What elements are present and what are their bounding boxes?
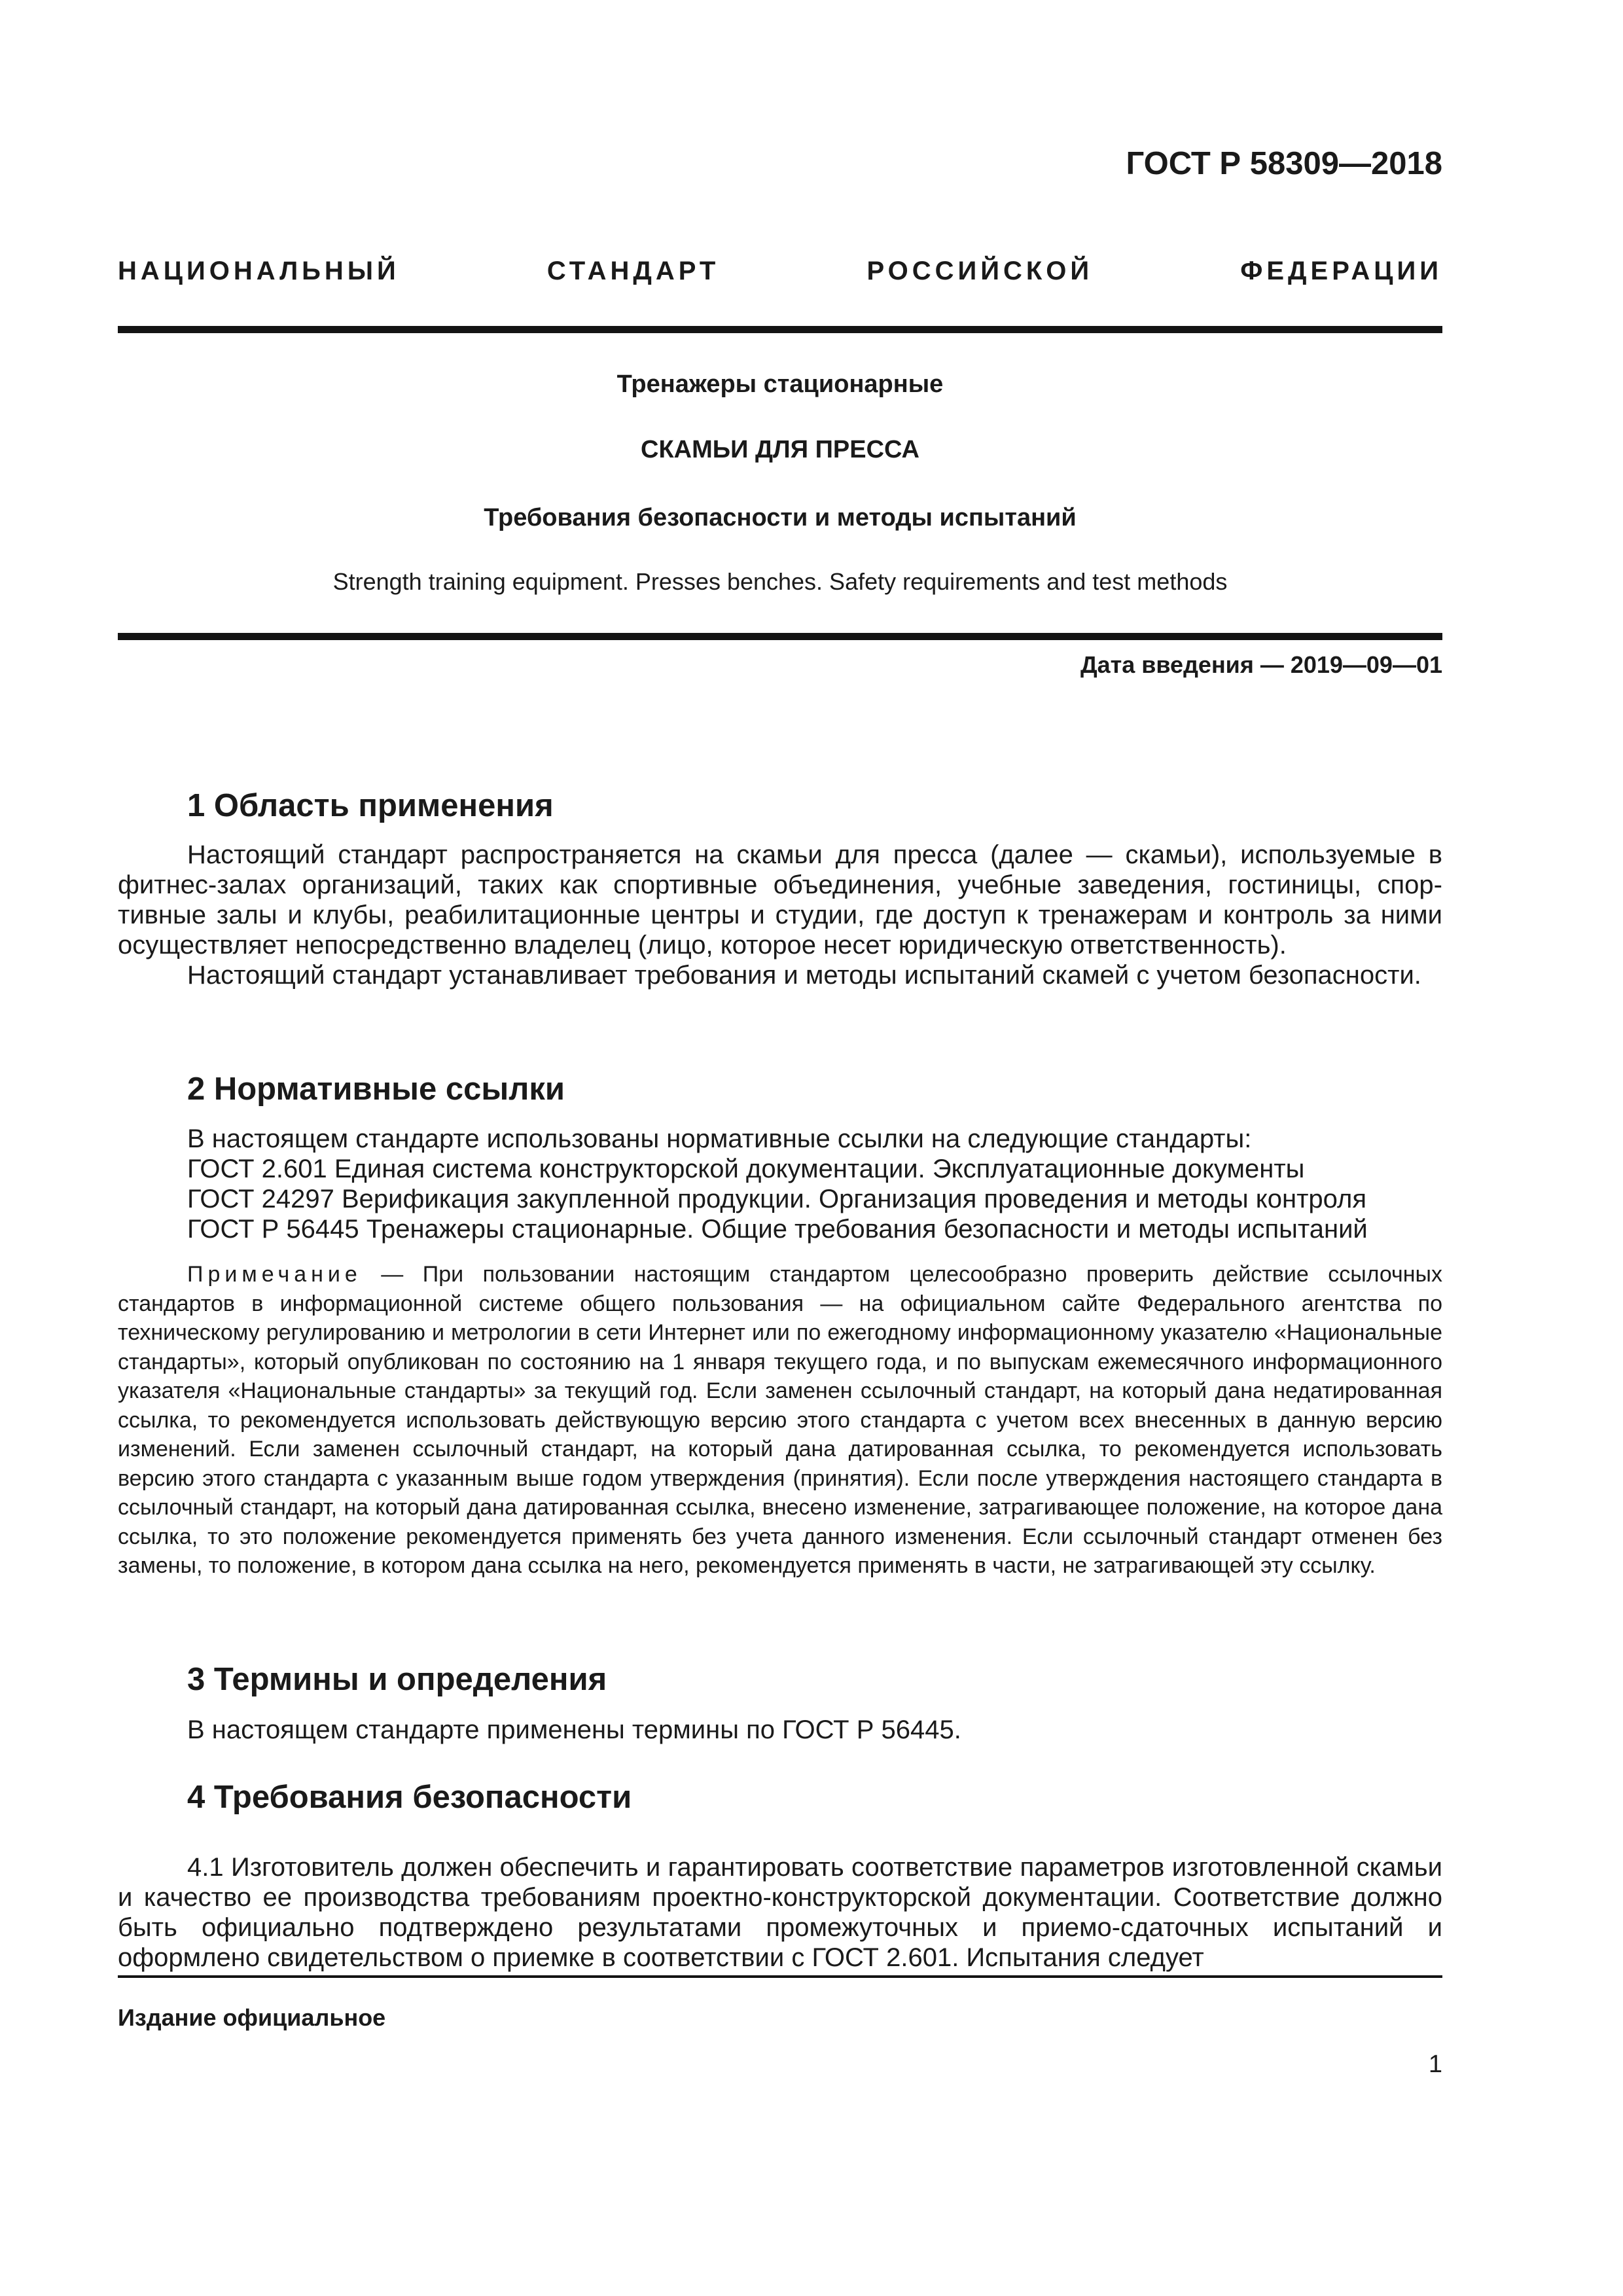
page-number: 1 — [1428, 2051, 1442, 2078]
header-rule — [118, 326, 1442, 333]
section-2-note — [118, 1260, 1442, 1581]
footer-rule — [118, 1975, 1442, 1978]
section-1-paragraph-1: Настоящий стандарт распространяется на скамьи для пресса (далее — скамьи), используемые в фитнес-залах организаций, таких как спортивные объединения, учебные заведения, гостиницы, спортивные залы и клубы, реабилитационные центры и студии, где доступ к тренажерам и контроль за ними осуществляет непосредственно владелец (лицо, которое несет юридическую ответственность). — [118, 840, 1442, 960]
reference-item: ГОСТ Р 56445 Тренажеры стационарные. Общие требования безопасности и методы испытаний — [187, 1215, 1368, 1244]
note-text: — При пользовании настоящим стандартом целесообразно проверить действие ссылочных стандартов в информационной системе общего пользования — на официальном сайте Федерального агентства по техническому регулированию и метрологии в сети Интернет или по ежегодному информационному указателю «Национальные стандарты», который опубликован по состоянию на 1 января текущего года, и по выпускам ежемесячного информационного указателя «Национальные стандарты» за текущий год. Если заменен ссылочный стандарт, на который дана недатированная ссылка, то рекомендуется использовать действующую версию этого стандарта с учетом всех внесенных в данную версию изменений. Если заменен ссылочный стандарт, на который дана датированная ссылка, то рекомендуется использовать версию этого стандарта с указанным выше годом утверждения (принятия). Если после утверждения настоящего стандарта в ссылочный стандарт, на который дана датированная ссылка, внесено изменение, затрагивающее положение, на которое дана ссылка, то это положение рекомендуется применять без учета данного изменения. Если ссылочный стандарт отменен без замены, то положение, в котором дана ссылка на него, рекомендуется применять в части, не затрагивающей эту ссылку. — [118, 1262, 1442, 1578]
section-1-heading: 1 Область применения — [187, 788, 554, 823]
introduction-date: Дата введения — 2019—09—01 — [1080, 651, 1442, 678]
note-label: Примечание — [187, 1262, 362, 1287]
title-line-2: СКАМЬИ ДЛЯ ПРЕССА — [641, 436, 919, 463]
document-code: ГОСТ Р 58309—2018 — [1126, 146, 1442, 181]
title-line-3: Требования безопасности и методы испытаний — [484, 504, 1077, 531]
section-3-paragraph-1: В настоящем стандарте применены термины по ГОСТ Р 56445. — [187, 1715, 961, 1744]
title-rule — [118, 633, 1442, 640]
reference-item: ГОСТ 2.601 Единая система конструкторской документации. Эксплуатационные документы — [187, 1155, 1305, 1183]
official-edition-label: Издание официальное — [118, 2004, 386, 2031]
title-english: Strength training equipment. Presses benches. Safety requirements and test methods — [332, 568, 1228, 595]
section-1-paragraph-2: Настоящий стандарт устанавливает требования и методы испытаний скамей с учетом безопасности. — [187, 961, 1421, 990]
reference-item: ГОСТ 24297 Верификация закупленной продукции. Организация проведения и методы контроля — [187, 1185, 1367, 1213]
section-4-heading: 4 Требования безопасности — [187, 1780, 632, 1815]
section-3-heading: 3 Термины и определения — [187, 1662, 607, 1697]
section-4-paragraph-1: 4.1 Изготовитель должен обеспечить и гарантировать соответствие параметров изготовленной скамьи и качество ее производства требованиям проектно-конструкторской документации. Соответствие должно быть официально подтверждено результатами промежуточных и приемо-сдаточных испытаний и оформлено свидетельством о приемке в соответствии с ГОСТ 2.601. Испытания следует — [118, 1853, 1442, 1972]
section-2-intro: В настоящем стандарте использованы нормативные ссылки на следующие стандарты: — [187, 1124, 1252, 1153]
section-2-heading: 2 Нормативные ссылки — [187, 1071, 565, 1107]
national-standard-banner: НАЦИОНАЛЬНЫЙ СТАНДАРТ РОССИЙСКОЙ ФЕДЕРАЦИИ — [118, 257, 1442, 285]
title-line-1: Тренажеры стационарные — [616, 370, 944, 398]
